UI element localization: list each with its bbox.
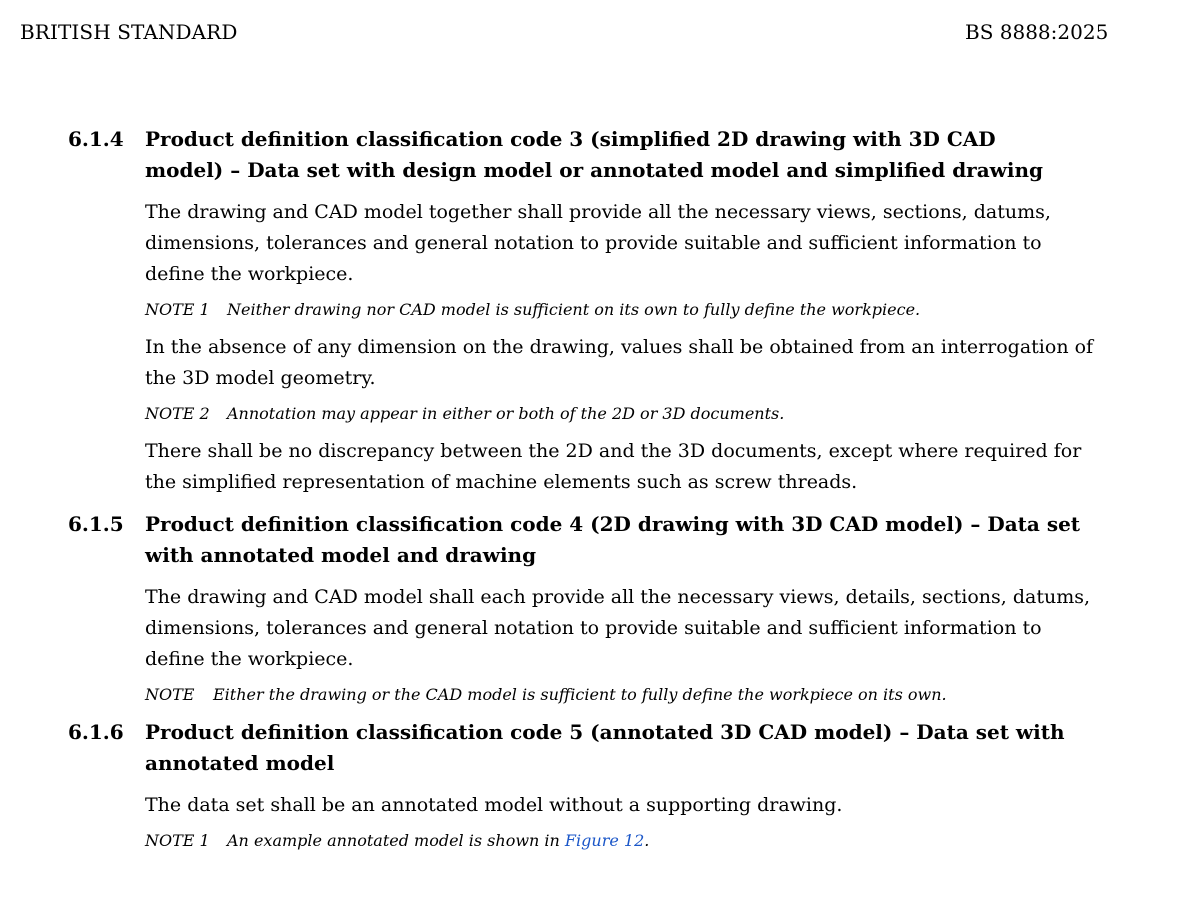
- clause-title: Product definition classification code 4 (2D drawing with 3D CAD model) – Data set with annotated model and drawing: [145, 512, 1081, 567]
- header-standard-number: BS 8888:2025: [965, 20, 1109, 44]
- clause-title-line: Product definition classification code 3 (simplified 2D drawing with 3D CAD: [145, 127, 996, 151]
- paragraph: The drawing and CAD model shall each provide all the necessary views, details, sections, datums, dimensions, tolerances and general notation to provide suitable and sufficient information to define the workpiece.: [145, 586, 1091, 670]
- clause-heading-6-1-4: [68, 124, 1108, 186]
- note-label: NOTE 2: [145, 404, 210, 423]
- note-text: Neither drawing nor CAD model is sufficient on its own to fully define the workpiece.: [227, 300, 921, 319]
- note: [145, 684, 1105, 706]
- clause-heading-6-1-6: [68, 717, 1108, 779]
- note: [145, 403, 1105, 425]
- note-text-suffix: .: [644, 831, 650, 850]
- note-label: NOTE 1: [145, 831, 210, 850]
- clause-number: 6.1.5: [68, 512, 124, 536]
- clause-number: 6.1.4: [68, 127, 124, 151]
- paragraph: The data set shall be an annotated model without a supporting drawing.: [145, 794, 843, 816]
- clause-title-line: model) – Data set with design model or annotated model and simplified drawing: [145, 158, 1044, 182]
- clause-title: Product definition classification code 5 (annotated 3D CAD model) – Data set with annotated model: [145, 720, 1065, 775]
- figure-12-link[interactable]: Figure 12: [564, 831, 645, 850]
- note-label: NOTE 1: [145, 300, 210, 319]
- clause-heading-6-1-5: [68, 509, 1108, 571]
- note-text: Annotation may appear in either or both of the 2D or 3D documents.: [227, 404, 785, 423]
- clause-number: 6.1.6: [68, 720, 124, 744]
- document-body: [68, 124, 1108, 852]
- paragraph: In the absence of any dimension on the drawing, values shall be obtained from an interrogation of the 3D model geometry.: [145, 336, 1094, 389]
- note-text: Either the drawing or the CAD model is sufficient to fully define the workpiece on its own.: [213, 685, 947, 704]
- note: [145, 830, 1105, 852]
- note-text: [227, 830, 649, 852]
- note-label: NOTE: [145, 685, 195, 704]
- clause-title: [145, 124, 1108, 186]
- paragraph: The drawing and CAD model together shall provide all the necessary views, sections, datums, dimensions, tolerances and general notation to provide suitable and sufficient information to define the workpiece.: [145, 201, 1051, 285]
- header-standard-label: BRITISH STANDARD: [20, 20, 238, 44]
- note: [145, 299, 1105, 321]
- note-text-prefix: An example annotated model is shown in: [227, 831, 565, 850]
- paragraph: There shall be no discrepancy between the 2D and the 3D documents, except where required for the simplified representation of machine elements such as screw threads.: [145, 440, 1082, 493]
